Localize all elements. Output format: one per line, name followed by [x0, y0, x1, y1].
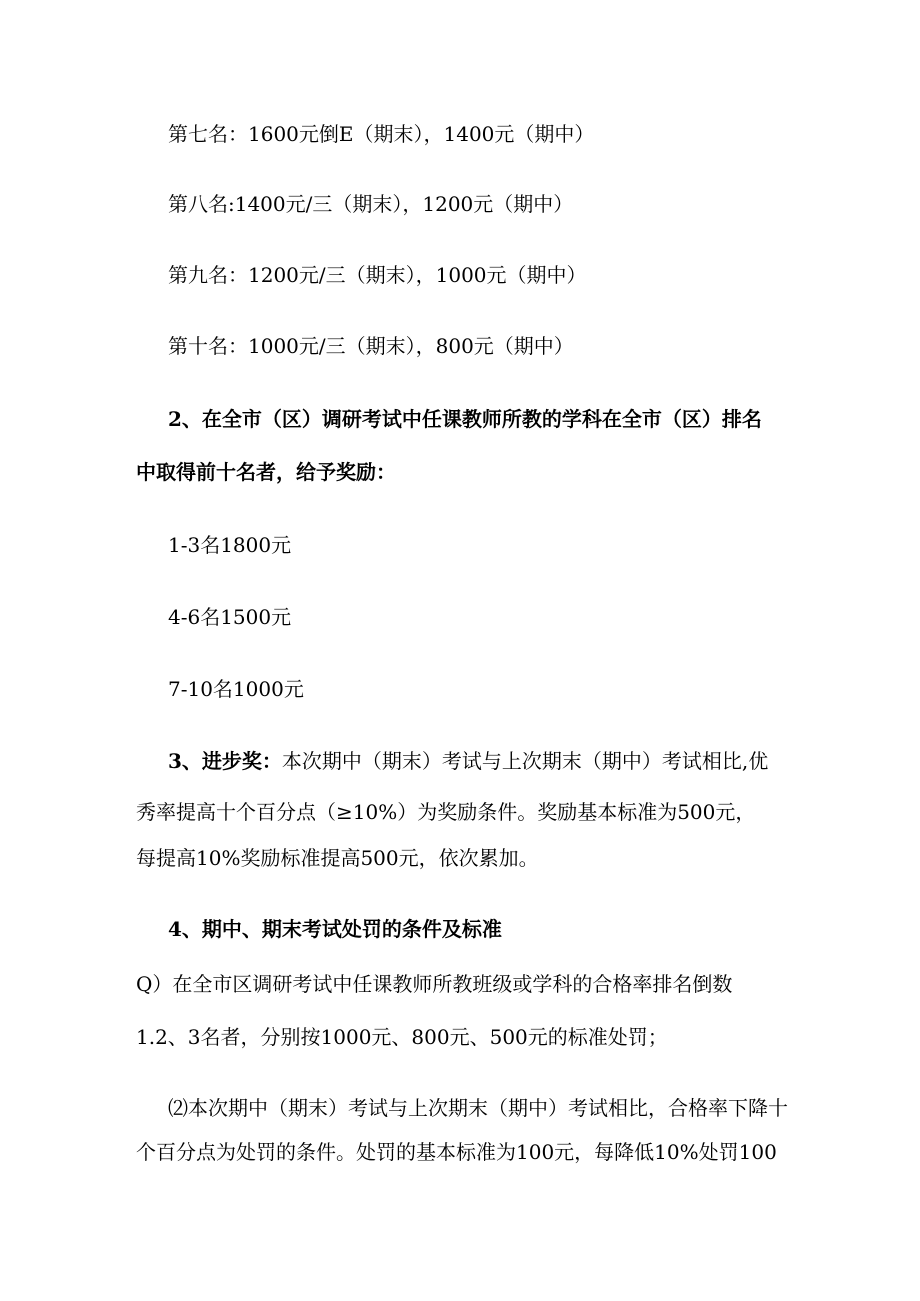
section4-para2-line2: 个百分点为处罚的条件。处罚的基本标准为100元，每降低10%处罚100 — [136, 1140, 777, 1164]
rank-7-reward: 第七名：1600元倒E（期末），1400元（期中） — [168, 122, 595, 146]
section2-item-3: 7-10名1000元 — [168, 677, 304, 701]
section3-line1-text: 本次期中（期末）考试与上次期末（期中）考试相比,优 — [281, 749, 769, 773]
section2-item-1: 1-3名1800元 — [168, 533, 292, 557]
section3-line2: 秀率提高十个百分点（≥10%）为奖励条件。奖励基本标准为500元， — [136, 800, 756, 824]
rank-10-reward: 第十名：1000元/三（期末），800元（期中） — [168, 334, 574, 358]
section4-para1-line1: Q）在全市区调研考试中任课教师所教班级或学科的合格率排名倒数 — [136, 972, 733, 996]
rank-9-reward: 第九名：1200元/三（期末），1000元（期中） — [168, 263, 587, 287]
section4-heading: 4、期中、期末考试处罚的条件及标准 — [168, 917, 502, 941]
section3-line3: 每提高10%奖励标准提高500元，依次累加。 — [136, 846, 539, 870]
section2-item-2: 4-6名1500元 — [168, 605, 292, 629]
section3-line1 — [168, 747, 768, 775]
section2-heading-line1: 2、在全市（区）调研考试中任课教师所教的学科在全市（区）排名 — [168, 407, 762, 431]
rank-8-reward: 第八名:1400元/三（期末），1200元（期中） — [168, 192, 574, 216]
section4-para2-line1: ⑵本次期中（期末）考试与上次期末（期中）考试相比，合格率下降十 — [168, 1096, 788, 1120]
section2-heading-line2: 中取得前十名者，给予奖励： — [136, 460, 396, 484]
section3-label: 3、进步奖： — [168, 749, 282, 773]
section4-para1-line2: 1.2、3名者，分别按1000元、800元、500元的标准处罚； — [136, 1025, 668, 1049]
